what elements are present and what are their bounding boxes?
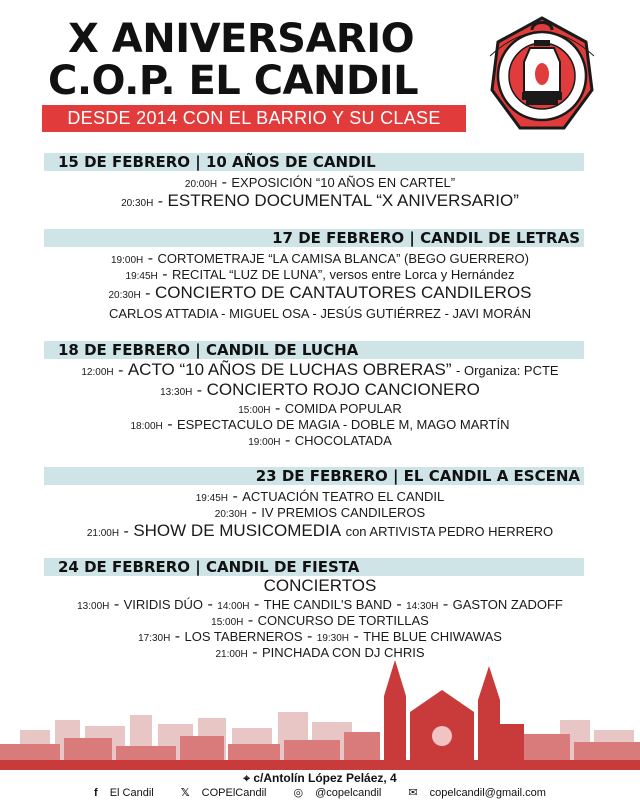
event-title: THE CANDIL'S BAND (263, 597, 392, 612)
event-row: 19:45H - RECITAL “LUZ DE LUNA”, versos entre Lorca y Hernández (125, 266, 515, 283)
instagram-handle: @copelcandil (315, 787, 382, 799)
event-time: 21:00H (86, 528, 120, 539)
event-title: CORTOMETRAJE “LA CAMISA BLANCA” (BEGO GUERRERO) (157, 251, 529, 266)
footer-address-row (0, 771, 640, 786)
event-row: 20:30H - ESTRENO DOCUMENTAL “X ANIVERSARIO” (121, 191, 519, 210)
event-time: 19:30H (316, 633, 350, 644)
event-title: RECITAL “LUZ DE LUNA”, versos entre Lorca y Hernández (172, 267, 515, 282)
instagram-link[interactable] (288, 787, 388, 799)
email-link[interactable] (402, 787, 552, 799)
event-time: 20:30H (121, 198, 154, 209)
location-pin-icon: ⌖ (243, 771, 251, 785)
date-bar-24-feb: 24 DE FEBRERO | CANDIL DE FIESTA (44, 558, 584, 576)
event-time: 19:00H (111, 255, 144, 266)
event-time: 15:00H (211, 617, 244, 628)
event-row: 21:00H - SHOW DE MUSICOMEDIA con ARTIVISTA PEDRO HERRERO (86, 521, 554, 540)
title-line-2: C.O.P. EL CANDIL (48, 58, 419, 104)
event-title: THE BLUE CHIWAWAS (363, 629, 502, 644)
event-title: PINCHADA CON DJ CHRIS (261, 645, 425, 660)
event-row: 21:00H - PINCHADA CON DJ CHRIS (215, 644, 425, 661)
event-title: ACTUACIÓN TEATRO EL CANDIL (242, 489, 445, 504)
event-title: VIRIDIS DÚO (123, 597, 204, 612)
event-time: 15:00H (238, 405, 271, 416)
event-row: 17:30H - LOS TABERNEROS - 19:30H - THE BLUE CHIWAWAS (138, 628, 502, 645)
event-row (0, 305, 640, 323)
event-performers: CARLOS ATTADIA - MIGUEL OSA - JESÚS GUTIÉRREZ - JAVI MORÁN (108, 306, 532, 321)
event-row: 18:00H - ESPECTACULO DE MAGIA - DOBLE M, MAGO MARTÍN (130, 416, 510, 433)
event-row: 20:30H - CONCIERTO DE CANTAUTORES CANDILEROS (108, 283, 532, 302)
event-row: 12:00H - ACTO “10 AÑOS DE LUCHAS OBRERAS” - Organiza: PCTE (81, 360, 559, 379)
event-time: 19:45H (125, 271, 158, 282)
date-bar-15-feb: 15 DE FEBRERO | 10 AÑOS DE CANDIL (44, 153, 584, 171)
event-title: EXPOSICIÓN “10 AÑOS EN CARTEL” (231, 175, 456, 190)
event-row: 15:00H - CONCURSO DE TORTILLAS (211, 612, 429, 629)
event-title: CONCURSO DE TORTILLAS (257, 613, 429, 628)
event-row: 19:45H - ACTUACIÓN TEATRO EL CANDIL (195, 488, 445, 505)
event-organizer: - Organiza: PCTE (456, 363, 559, 378)
envelope-icon: ✉ (408, 787, 418, 799)
event-title: IV PREMIOS CANDILEROS (261, 505, 426, 520)
twitter-handle: COPElCandil (201, 787, 267, 799)
concerts-heading: CONCIERTOS (263, 576, 377, 595)
event-time: 19:00H (248, 437, 281, 448)
event-time: 19:45H (195, 493, 228, 504)
email-address: copelcandil@gmail.com (429, 787, 546, 799)
event-title: SHOW DE MUSICOMEDIA (133, 521, 342, 540)
event-title: COMIDA POPULAR (284, 401, 402, 416)
event-time: 20:30H (108, 290, 141, 301)
instagram-icon: ◎ (293, 787, 304, 799)
facebook-icon: f (94, 787, 98, 799)
event-row: 20:00H - EXPOSICIÓN “10 AÑOS EN CARTEL” (184, 174, 456, 191)
x-twitter-icon: 𝕏 (180, 787, 190, 799)
address-text: c/Antolín López Peláez, 4 (253, 771, 397, 785)
event-time: 20:30H (214, 509, 248, 520)
event-row: 13:30H - CONCIERTO ROJO CANCIONERO (160, 380, 480, 399)
event-row: 19:00H - CORTOMETRAJE “LA CAMISA BLANCA” (BEGO GUERRERO) (111, 250, 529, 267)
date-bar-17-feb: 17 DE FEBRERO | CANDIL DE LETRAS (44, 229, 584, 247)
event-time: 17:30H (138, 633, 171, 644)
twitter-link[interactable] (175, 787, 273, 799)
event-time: 21:00H (215, 649, 248, 660)
event-guest: con ARTIVISTA PEDRO HERRERO (345, 524, 554, 539)
event-time: 12:00H (81, 367, 114, 378)
title-line-1: X ANIVERSARIO (68, 16, 415, 62)
event-title: GASTON ZADOFF (452, 597, 563, 612)
event-row: 19:00H - CHOCOLATADA (248, 432, 392, 449)
event-title: ESTRENO DOCUMENTAL “X ANIVERSARIO” (167, 191, 519, 210)
subtitle-banner: DESDE 2014 CON EL BARRIO Y SU CLASE (42, 105, 466, 132)
event-time: 14:30H (406, 601, 439, 612)
footer-social-row (0, 786, 640, 799)
event-title: ACTO “10 AÑOS DE LUCHAS OBRERAS” (127, 360, 452, 379)
candil-lantern-logo (478, 12, 606, 140)
event-time: 18:00H (130, 421, 163, 432)
event-title: LOS TABERNEROS (184, 629, 303, 644)
event-title: ESPECTACULO DE MAGIA - DOBLE M, MAGO MARTÍN (176, 417, 510, 432)
event-row: 20:30H - IV PREMIOS CANDILEROS (214, 504, 426, 521)
event-row: 13:00H - VIRIDIS DÚO - 14:00H - THE CANDIL'S BAND - 14:30H - GASTON ZADOFF (77, 596, 563, 613)
facebook-handle: El Candil (109, 787, 154, 799)
facebook-link[interactable] (88, 787, 160, 799)
event-time: 13:00H (77, 601, 110, 612)
event-title: CONCIERTO ROJO CANCIONERO (206, 380, 480, 399)
event-row: 15:00H - COMIDA POPULAR (238, 400, 402, 417)
city-skyline-illustration (0, 660, 640, 770)
date-bar-18-feb: 18 DE FEBRERO | CANDIL DE LUCHA (44, 341, 584, 359)
date-bar-23-feb: 23 DE FEBRERO | EL CANDIL A ESCENA (44, 467, 584, 485)
event-title: CHOCOLATADA (294, 433, 392, 448)
event-title: CONCIERTO DE CANTAUTORES CANDILEROS (154, 283, 532, 302)
event-time: 13:30H (160, 387, 193, 398)
concerts-heading-row (0, 576, 640, 596)
event-time: 20:00H (184, 179, 218, 190)
event-time: 14:00H (217, 601, 250, 612)
